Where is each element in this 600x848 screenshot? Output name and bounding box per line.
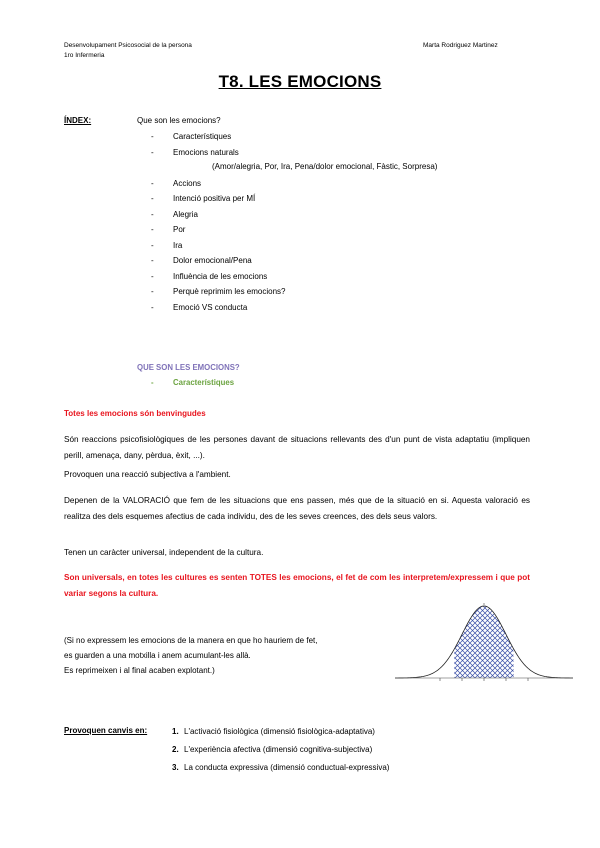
index-item-label: Emoció VS conducta	[173, 302, 248, 312]
dash: -	[151, 209, 154, 219]
index-sub-note: (Amor/alegria, Por, Ira, Pena/dolor emocional, Fàstic, Sorpresa)	[212, 162, 438, 171]
changes-item-text: L'experiència afectiva (dimensió cognitiva-subjectiva)	[184, 745, 373, 754]
index-item	[151, 193, 286, 209]
dash: -	[151, 302, 154, 312]
dash: -	[151, 287, 154, 296]
header-course: Desenvolupament Psicosocial de la persona	[64, 42, 192, 49]
index-item-label: Influència de les emocions	[173, 271, 268, 281]
changes-item-num: 1.	[172, 727, 179, 736]
index-item	[151, 302, 286, 318]
index-item	[151, 240, 286, 256]
dash: -	[151, 178, 154, 188]
dash: -	[151, 271, 154, 281]
dash: -	[151, 225, 154, 234]
section-title: QUE SON LES EMOCIONS?	[137, 363, 240, 372]
index-item	[151, 255, 286, 271]
index-item	[151, 271, 286, 287]
index-item-label: Por	[173, 225, 186, 234]
changes-label: Provoquen canvis en:	[64, 726, 148, 735]
dash: -	[151, 147, 154, 157]
index-label: ÍNDEX:	[64, 116, 92, 125]
changes-item	[172, 744, 389, 762]
note-line: Es reprimeixen i al final acaben explotant.)	[64, 666, 215, 675]
note-line: (Si no expressem les emocions de la manera en que ho hauriem de fet,	[64, 636, 318, 645]
paragraph-reaction: Provoquen una reacció subjectiva a l'ambient.	[64, 470, 231, 479]
paragraph-universal-red: Son universals, en totes les cultures es senten TOTES les emocions, el fet de com les interpretem/expressem i que pot variar segons la cultura.	[64, 573, 530, 598]
index-item	[151, 131, 286, 147]
bell-curve-figure	[395, 598, 573, 682]
changes-item-text: L'activació fisiològica (dimensió fisiològica-adaptativa)	[184, 727, 375, 736]
changes-list	[172, 726, 389, 780]
changes-item-text: La conducta expressiva (dimensió conductual-expressiva)	[184, 763, 390, 772]
index-item	[151, 224, 286, 240]
header-author: Marta Rodriguez Martinez	[423, 42, 498, 49]
index-list	[151, 131, 286, 317]
dash: -	[151, 132, 154, 141]
index-item-label: Dolor emocional/Pena	[173, 256, 252, 265]
changes-item-num: 3.	[172, 763, 179, 772]
bell-shaded-area	[454, 606, 513, 678]
section-subtitle-label: Característiques	[173, 378, 235, 387]
index-item-label: Característiques	[173, 132, 232, 141]
index-intro: Que son les emocions?	[137, 116, 221, 125]
index-item-label: Perquè reprimim les emocions?	[173, 287, 286, 296]
paragraph-universal: Tenen un caràcter universal, independent de la cultura.	[64, 548, 264, 557]
dash: -	[151, 256, 154, 265]
index-item-label: Intenció positiva per MÍ	[173, 194, 256, 203]
changes-item	[172, 762, 389, 780]
index-item	[151, 147, 286, 163]
index-item-label: Ira	[173, 240, 183, 250]
section-subtitle	[151, 378, 234, 387]
changes-item	[172, 726, 389, 744]
index-item-label: Alegria	[173, 209, 198, 219]
index-item	[151, 286, 286, 302]
changes-item-num: 2.	[172, 745, 179, 754]
note-line: es guarden a una motxilla i anem acumulant-les allà.	[64, 651, 251, 660]
dash: -	[151, 194, 154, 203]
dash: -	[151, 240, 154, 250]
header-year: 1ro Infermeria	[64, 52, 105, 59]
red-heading: Totes les emocions són benvingudes	[64, 409, 206, 418]
index-item	[151, 209, 286, 225]
paragraph-valoracio: Depenen de la VALORACIÓ que fem de les situacions que ens passen, més que de la situació en si. Aquesta valoració es realitza des dels esquemes afectius de cada individu, des de les seves creences, des dels seus valors.	[64, 496, 530, 521]
bell-curve-group	[395, 603, 573, 681]
dash: -	[151, 378, 154, 387]
index-item	[151, 178, 286, 194]
index-item-label: Emocions naturals	[173, 147, 239, 157]
page-title: T8. LES EMOCIONS	[218, 72, 382, 91]
index-item-label: Accions	[173, 178, 202, 188]
paragraph-definition: Són reaccions psicofisiològiques de les persones davant de situacions rellevants des d'un punt de vista adaptatiu (impliquen perill, amenaça, dany, pèrdua, èxit, ...).	[64, 435, 530, 460]
note-block	[64, 633, 394, 678]
